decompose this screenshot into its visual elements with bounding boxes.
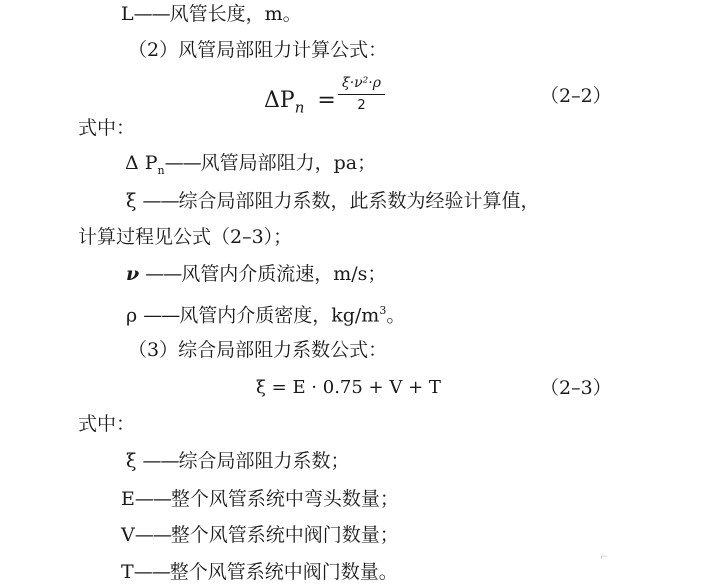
v-definition (121, 523, 399, 547)
delta-pn-definition (125, 151, 376, 183)
em-dash: —— (142, 450, 179, 472)
equation-2-2-lhs (264, 88, 336, 120)
xi-definition-2 (126, 449, 350, 473)
e-definition-text: 整个风管系统中弯头数量； (170, 488, 399, 510)
em-dash: —— (134, 488, 171, 510)
where-label-1: 式中： (78, 117, 136, 139)
em-dash: —— (133, 561, 170, 583)
equation-number-2-2: （2–2） (540, 85, 612, 107)
velocity-definition-text: 风管内介质流速，m/s； (181, 263, 387, 285)
symbol-l: L (121, 3, 134, 25)
t-definition (121, 560, 398, 584)
equation-2-2-fraction (338, 74, 385, 115)
symbol-v: V (121, 524, 135, 546)
symbol-xi: ξ (126, 190, 137, 212)
fraction-numerator: ξ·ν²·ρ (342, 75, 381, 91)
where-label-2: 式中： (78, 413, 136, 435)
em-dash: —— (164, 152, 201, 174)
corner-mark: ⌐ (600, 552, 609, 563)
equation-2-3: ξ = E · 0.75 + V + T (256, 377, 441, 398)
density-unit-superscript: 3 (379, 304, 387, 317)
symbol-delta-p: Δ P (125, 152, 158, 174)
section-heading-2: （2）风管局部阻力计算公式： (128, 39, 388, 61)
symbol-e: E (121, 488, 135, 510)
density-definition-end: 。 (386, 304, 406, 327)
delta-p: ΔP (264, 88, 295, 113)
xi-definition-text: 综合局部阻力系数，此系数为经验计算值， (178, 190, 540, 212)
equation-number-2-3: （2–3） (540, 377, 612, 399)
symbol-xi: ξ (126, 450, 137, 472)
l-definition (121, 2, 302, 26)
delta-p-subscript: n (294, 98, 305, 117)
velocity-definition (126, 262, 386, 286)
symbol-rho: ρ (126, 304, 138, 327)
symbol-t: T (121, 561, 134, 583)
delta-pn-definition-text: 风管局部阻力，pa； (200, 152, 377, 174)
em-dash: —— (145, 263, 182, 285)
xi-definition-continued: 计算过程见公式（2–3）； (78, 226, 293, 248)
l-definition-text: 风管长度，m。 (169, 3, 302, 25)
em-dash: —— (133, 3, 170, 25)
xi-definition-2-text: 综合局部阻力系数； (178, 450, 350, 472)
xi-definition (126, 189, 540, 213)
fraction-denominator: 2 (357, 98, 366, 113)
e-definition (121, 487, 399, 511)
em-dash: —— (142, 190, 179, 212)
v-definition-text: 整个风管系统中阀门数量； (170, 524, 399, 546)
section-heading-3: （3）综合局部阻力系数公式： (128, 339, 388, 361)
symbol-nu: ν (126, 263, 140, 285)
t-definition-text: 整个风管系统中阀门数量。 (169, 561, 398, 583)
em-dash: —— (143, 304, 180, 327)
density-definition-text: 风管内介质密度，kg/m (179, 304, 380, 327)
density-definition (126, 299, 405, 327)
symbol-delta-p-subscript: n (157, 163, 165, 177)
em-dash: —— (134, 524, 171, 546)
equals-sign: = (317, 88, 336, 113)
